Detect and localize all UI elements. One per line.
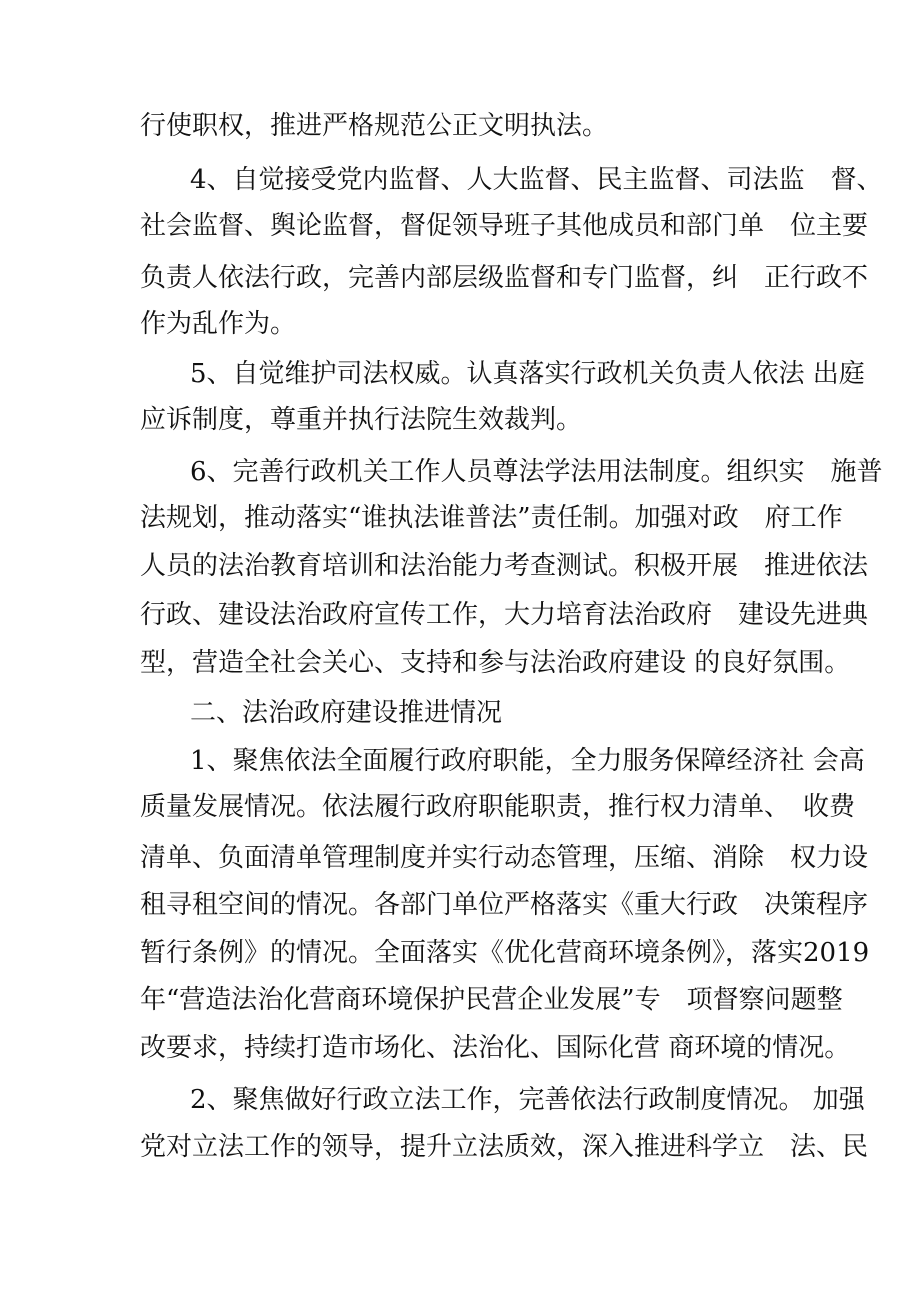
text-line-5: 作为乱作为。: [140, 309, 297, 339]
text-line-1: 行使职权，推进严格规范公正文明执法。: [140, 111, 609, 141]
text-line-20: 改要求，持续打造市场化、法治化、国际化营 商环境的情况。: [140, 1033, 851, 1063]
text-line-12: 型，营造全社会关心、支持和参与法治政府建设 的良好氛围。: [140, 648, 851, 678]
text-line-22: 党对立法工作的领导，提升立法质效，深入推进科学立 法、民: [140, 1132, 869, 1162]
text-line-6: 5、自觉维护司法权威。认真落实行政机关负责人依法 出庭: [190, 359, 865, 389]
text-line-3: 社会监督、舆论监督，督促领导班子其他成员和部门单 位主要: [140, 211, 869, 241]
text-line-17: 租寻租空间的情况。各部门单位严格落实《重大行政 决策程序: [140, 890, 869, 920]
section-heading: 二、法治政府建设推进情况: [190, 698, 503, 728]
text-line-10: 人员的法治教育培训和法治能力考查测试。积极开展 推进依法: [140, 551, 869, 581]
text-line-9: 法规划，推动落实“谁执法谁普法”责任制。加强对政 府工作: [140, 503, 843, 533]
text-line-2: 4、自觉接受党内监督、人大监督、民主监督、司法监 督、: [190, 165, 883, 195]
text-line-18: 暂行条例》的情况。全面落实《优化营商环境条例》，落实2019: [140, 938, 870, 968]
text-line-11: 行政、建设法治政府宣传工作，大力培育法治政府 建设先进典: [140, 600, 869, 630]
text-line-15: 质量发展情况。依法履行政府职能职责，推行权力清单、 收费: [140, 792, 856, 822]
text-line-4: 负责人依法行政，完善内部层级监督和专门监督，纠 正行政不: [140, 263, 869, 293]
text-line-16: 清单、负面清单管理制度并实行动态管理，压缩、消除 权力设: [140, 843, 869, 873]
text-line-21: 2、聚焦做好行政立法工作，完善依法行政制度情况。 加强: [190, 1085, 865, 1115]
text-line-7: 应诉制度，尊重并执行法院生效裁判。: [140, 405, 583, 435]
text-line-19: 年“营造法治化营商环境保护民营企业发展”专 项督察问题整: [140, 985, 843, 1015]
text-line-8: 6、完善行政机关工作人员尊法学法用法制度。组织实 施普: [190, 457, 883, 487]
text-line-14: 1、聚焦依法全面履行政府职能，全力服务保障经济社 会高: [190, 746, 865, 776]
